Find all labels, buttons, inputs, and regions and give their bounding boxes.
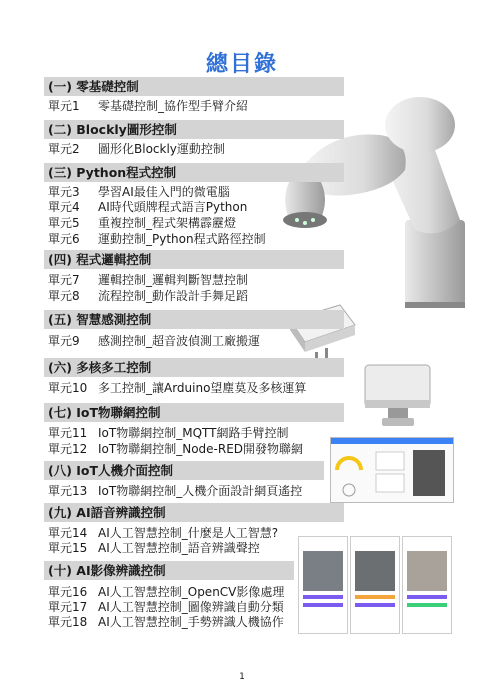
unit-row: 單元2 圖形化Blockly運動控制: [48, 142, 225, 156]
gripper-illustration: [360, 360, 435, 440]
gesture-panel-1: [298, 536, 348, 634]
section-header-7: (七) IoT物聯網控制: [44, 403, 344, 422]
iot-dashboard-screenshot: [330, 437, 454, 503]
section-header-10: (十) AI影像辨識控制: [44, 561, 294, 580]
gesture-panel-2: [350, 536, 400, 634]
unit-row: 單元10 多工控制_讓Arduino望塵莫及多核運算: [48, 381, 307, 395]
unit-row: 單元8 流程控制_動作設計手舞足蹈: [48, 289, 249, 303]
unit-row: 單元13 IoT物聯網控制_人機介面設計網頁遙控: [48, 484, 303, 498]
unit-row: 單元14 AI人工智慧控制_什麼是人工智慧?: [48, 526, 279, 540]
robot-arm-illustration: [270, 80, 470, 310]
section-header-9: (九) AI語音辨識控制: [44, 503, 344, 522]
section-header-2: (二) Blockly圖形控制: [44, 120, 344, 139]
unit-row: 單元4 AI時代頭牌程式語言Python: [48, 200, 248, 214]
section-header-1: (一) 零基礎控制: [44, 77, 344, 96]
unit-row: 單元15 AI人工智慧控制_語音辨識聲控: [48, 541, 260, 555]
page-number: 1: [239, 672, 245, 682]
unit-row: 單元17 AI人工智慧控制_圖像辨識自動分類: [48, 600, 284, 614]
section-header-6: (六) 多核多工控制: [44, 358, 344, 377]
section-header-3: (三) Python程式控制: [44, 163, 344, 182]
unit-row: 單元18 AI人工智慧控制_手勢辨識人機協作: [48, 615, 284, 629]
unit-row: 單元6 運動控制_Python程式路徑控制: [48, 232, 266, 246]
unit-row: 單元1 零基礎控制_協作型手臂介紹: [48, 99, 249, 113]
unit-row: 單元5 重複控制_程式架構霹靂燈: [48, 216, 237, 230]
section-header-4: (四) 程式邏輯控制: [44, 250, 344, 269]
unit-row: 單元3 學習AI最佳入門的微電腦: [48, 185, 230, 199]
unit-row: 單元7 邏輯控制_邏輯判斷智慧控制: [48, 273, 249, 287]
unit-row: 單元12 IoT物聯網控制_Node-RED開發物聯網: [48, 442, 304, 456]
unit-row: 單元9 感測控制_超音波偵測工廠搬運: [48, 334, 261, 348]
unit-row: 單元11 IoT物聯網控制_MQTT網路手臂控制: [48, 426, 289, 440]
section-header-5: (五) 智慧感測控制: [44, 310, 344, 329]
section-header-8: (八) IoT人機介面控制: [44, 461, 324, 480]
gesture-panel-3: [402, 536, 452, 634]
unit-row: 單元16 AI人工智慧控制_OpenCV影像處理: [48, 585, 285, 599]
page-title: 總目錄: [205, 52, 278, 77]
